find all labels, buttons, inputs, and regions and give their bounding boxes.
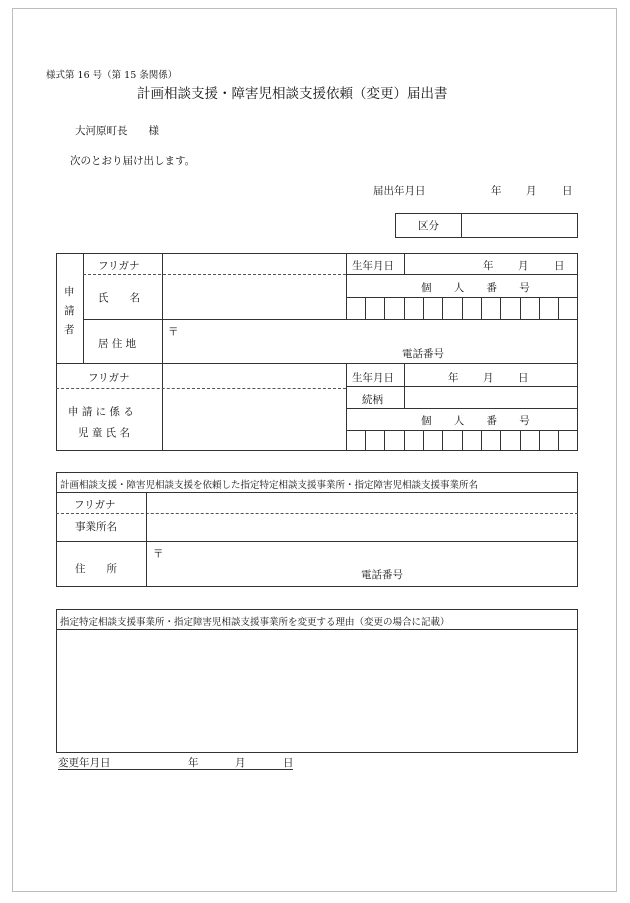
intro-text: 次のとおり届け出します。 bbox=[70, 155, 196, 167]
child-personal-number-label: 個 人 番 号 bbox=[421, 415, 540, 427]
applicant-birth-month: 月 bbox=[518, 260, 529, 272]
form-title: 計画相談支援・障害児相談支援依頼（変更）届出書 bbox=[137, 86, 448, 102]
addressee: 大河原町長 様 bbox=[75, 125, 159, 137]
submit-date-year: 年 bbox=[491, 185, 502, 197]
applicant-section-label: 申請者 bbox=[64, 286, 75, 336]
applicant-residence-label: 居 住 地 bbox=[98, 338, 137, 350]
classification-label: 区分 bbox=[418, 220, 439, 232]
applicant-postal-mark: 〒 bbox=[168, 326, 179, 338]
provider-heading: 計画相談支援・障害児相談支援を依頼した指定特定相談支援事業所・指定障害児相談支援事業所名 bbox=[60, 480, 479, 491]
provider-address-label: 住 所 bbox=[75, 563, 117, 575]
change-date-year: 年 bbox=[188, 757, 199, 769]
applicant-birth-label: 生年月日 bbox=[352, 260, 394, 272]
change-reason-box bbox=[56, 609, 578, 753]
child-birth-month: 月 bbox=[483, 372, 494, 384]
applicant-birth-year: 年 bbox=[483, 260, 494, 272]
child-name-label-line2: 児 童 氏 名 bbox=[78, 427, 131, 439]
change-date-underline bbox=[58, 769, 293, 770]
child-birth-label: 生年月日 bbox=[352, 372, 394, 384]
provider-furigana-label: フリガナ bbox=[74, 499, 116, 511]
submit-date-day: 日 bbox=[562, 185, 573, 197]
applicant-personal-number-label: 個 人 番 号 bbox=[421, 282, 540, 294]
child-birth-day: 日 bbox=[518, 372, 529, 384]
child-relation-label: 続柄 bbox=[362, 394, 383, 406]
provider-office-name-label: 事業所名 bbox=[75, 521, 117, 533]
change-date-day: 日 bbox=[283, 757, 294, 769]
form-number: 様式第 16 号（第 15 条関係） bbox=[46, 70, 178, 81]
change-date-label: 変更年月日 bbox=[58, 757, 111, 769]
applicant-name-label: 氏 名 bbox=[98, 292, 140, 304]
submit-date-month: 月 bbox=[526, 185, 537, 197]
child-birth-year: 年 bbox=[448, 372, 459, 384]
submit-date-label: 届出年月日 bbox=[373, 185, 426, 197]
child-furigana-label: フリガナ bbox=[88, 372, 130, 384]
provider-postal-mark: 〒 bbox=[153, 548, 164, 560]
change-date-month: 月 bbox=[235, 757, 246, 769]
applicant-furigana-label: フリガナ bbox=[98, 260, 140, 272]
applicant-birth-day: 日 bbox=[554, 260, 565, 272]
change-reason-heading: 指定特定相談支援事業所・指定障害児相談支援事業所を変更する理由（変更の場合に記載） bbox=[60, 617, 450, 628]
child-name-label-line1: 申 請 に 係 る bbox=[68, 406, 134, 418]
provider-phone-label: 電話番号 bbox=[361, 569, 403, 581]
applicant-phone-label: 電話番号 bbox=[402, 348, 444, 360]
